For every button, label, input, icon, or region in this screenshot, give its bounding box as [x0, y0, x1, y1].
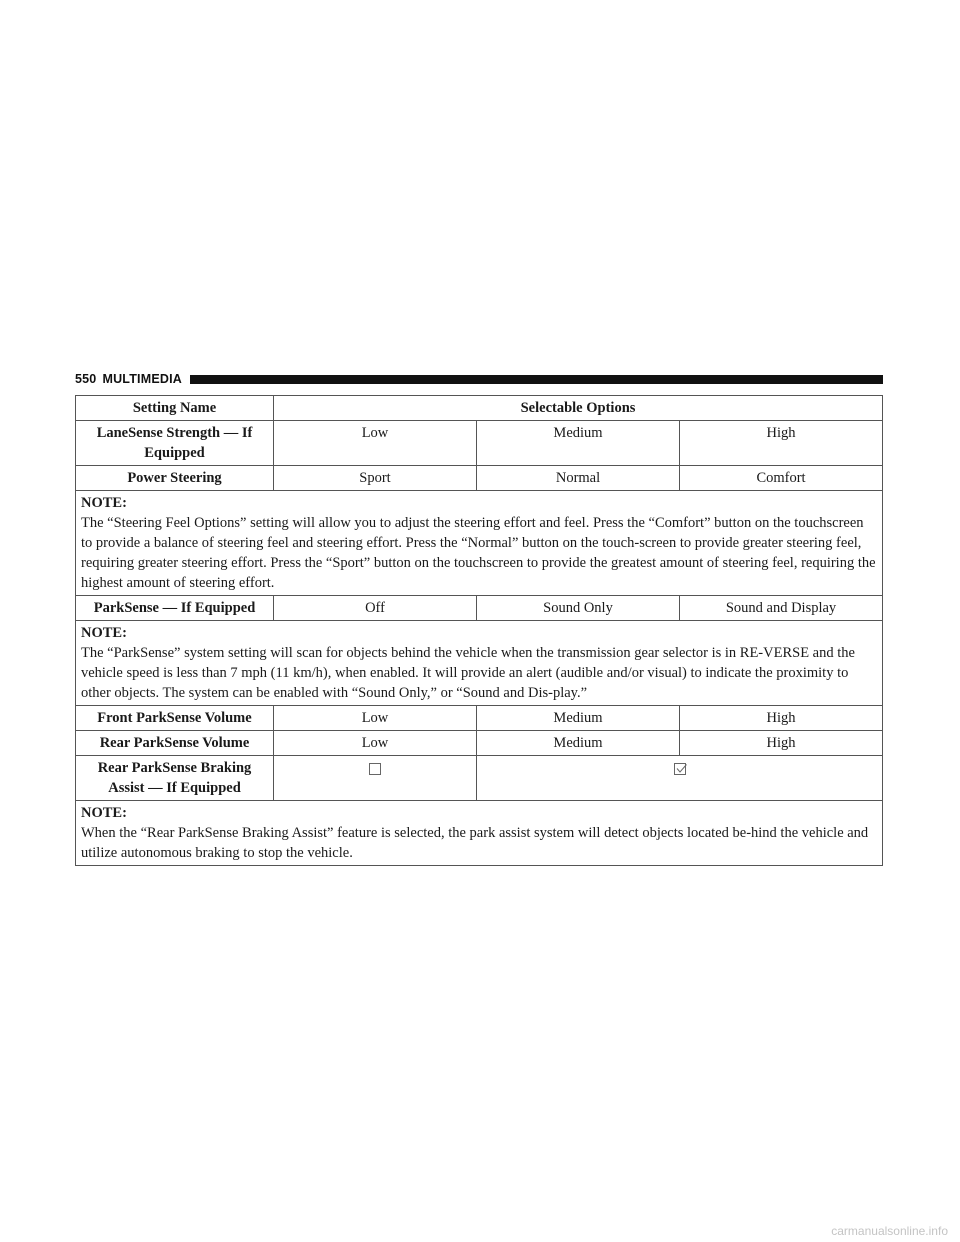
option-cell: High — [680, 706, 883, 731]
page-number: 550 — [75, 372, 97, 386]
watermark: carmanualsonline.info — [831, 1224, 948, 1238]
option-cell: High — [680, 421, 883, 466]
setting-name: Front ParkSense Volume — [76, 706, 274, 731]
header-setting-name: Setting Name — [76, 396, 274, 421]
option-cell: Medium — [477, 731, 680, 756]
note-label: NOTE: — [81, 805, 127, 821]
setting-name: Rear ParkSense Braking Assist — If Equipped — [76, 756, 274, 801]
table-row-rear-braking — [76, 756, 883, 801]
table-row-lanesense — [76, 421, 883, 466]
setting-name: Rear ParkSense Volume — [76, 731, 274, 756]
header-rule — [190, 375, 883, 384]
option-cell: Comfort — [680, 466, 883, 491]
checked-box-icon — [674, 763, 686, 775]
settings-table — [75, 395, 883, 866]
setting-name: Power Steering — [76, 466, 274, 491]
table-row-rear-volume — [76, 731, 883, 756]
note-label: NOTE: — [81, 625, 127, 641]
note-text: The “Steering Feel Options” setting will allow you to adjust the steering effort and feel. Press the “Comfort” button on the touchscreen to provide a balance of steering feel and steering effort. Press the “Normal” button on the touch-screen to provide greater steering feel, requiring greater steering effort. Press the “Sport” button on the touchscreen to provide the greatest amount of steering feel, requiring the highest amount of steering effort. — [81, 515, 876, 591]
table-row-note — [76, 491, 883, 596]
note-cell — [76, 491, 883, 596]
checkmark-icon — [676, 763, 688, 774]
option-cell: Off — [274, 596, 477, 621]
option-cell — [274, 756, 477, 801]
option-cell: Sport — [274, 466, 477, 491]
option-cell: Sound and Display — [680, 596, 883, 621]
option-cell: High — [680, 731, 883, 756]
note-text: When the “Rear ParkSense Braking Assist” feature is selected, the park assist system will detect objects located be-hind the vehicle and utilize autonomous braking to stop the vehicle. — [81, 825, 869, 861]
table-row-parksense — [76, 596, 883, 621]
option-cell: Low — [274, 731, 477, 756]
table-row-note — [76, 801, 883, 866]
option-cell: Normal — [477, 466, 680, 491]
table-row-note — [76, 621, 883, 706]
table-row-front-volume — [76, 706, 883, 731]
unchecked-box-icon — [369, 763, 381, 775]
setting-name: ParkSense — If Equipped — [76, 596, 274, 621]
note-label: NOTE: — [81, 495, 127, 511]
setting-name: LaneSense Strength — If Equipped — [76, 421, 274, 466]
option-cell — [477, 756, 883, 801]
table-row-power-steering — [76, 466, 883, 491]
note-text: The “ParkSense” system setting will scan for objects behind the vehicle when the transmission gear selector is in RE-VERSE and the vehicle speed is less than 7 mph (11 km/h), when enabled. It will provide an alert (audible and/or visual) to indicate the proximity to other objects. The system can be enabled with “Sound Only,” or “Sound and Dis-play.” — [81, 645, 855, 701]
section-title: MULTIMEDIA — [102, 372, 183, 386]
option-cell: Low — [274, 421, 477, 466]
option-cell: Medium — [477, 421, 680, 466]
header-selectable-options: Selectable Options — [274, 396, 883, 421]
table-header-row — [76, 396, 883, 421]
note-cell — [76, 621, 883, 706]
option-cell: Low — [274, 706, 477, 731]
note-cell — [76, 801, 883, 866]
option-cell: Sound Only — [477, 596, 680, 621]
page-header — [75, 371, 883, 387]
option-cell: Medium — [477, 706, 680, 731]
